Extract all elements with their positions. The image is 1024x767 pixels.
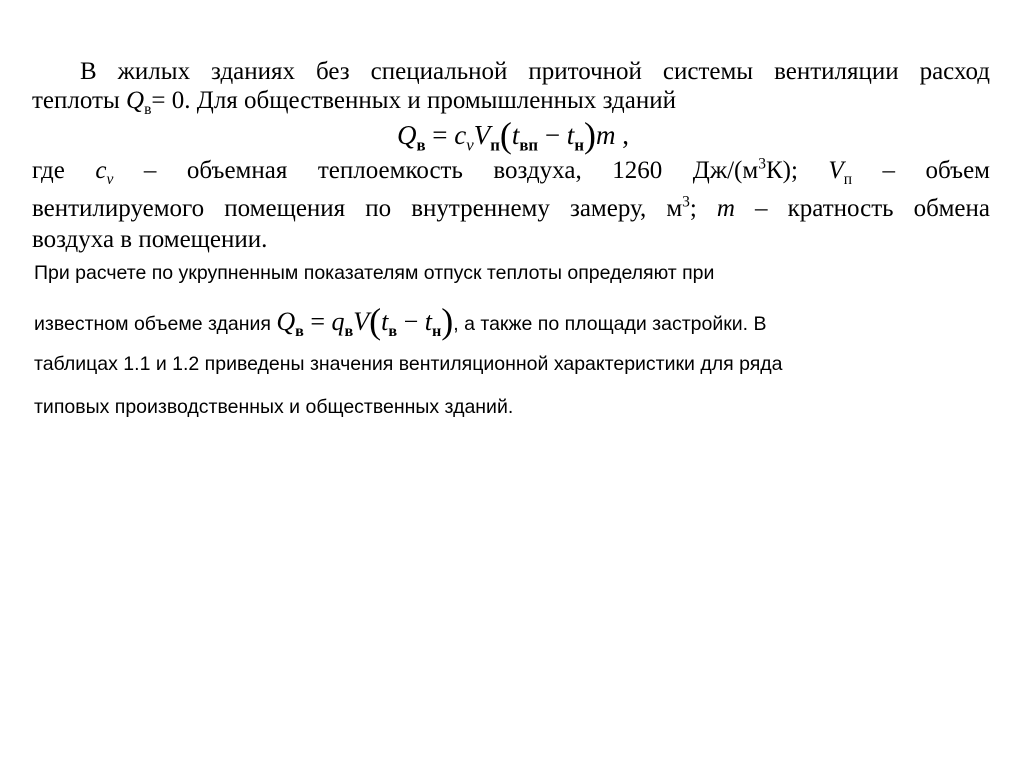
text: теплоты: [32, 87, 127, 114]
symbol-V: V: [473, 120, 491, 150]
text: – объемная теплоемкость воздуха, 1260 Дж/(м: [143, 157, 759, 184]
equals: =: [303, 307, 332, 336]
subscript: v: [106, 171, 114, 188]
subscript: в: [144, 101, 152, 118]
symbol-t: t: [381, 307, 389, 336]
sans-line-1: [34, 262, 714, 285]
symbol-Q: Q: [276, 307, 296, 336]
symbol-c: c: [454, 120, 467, 150]
text: воздуха в помещении.: [32, 226, 268, 253]
superscript: 3: [758, 155, 766, 173]
subscript: v: [466, 135, 474, 155]
paragraph-line-4: [32, 195, 990, 223]
text: вентилируемого помещения по внутреннему замеру, м: [32, 195, 683, 222]
comma: ,: [615, 120, 629, 150]
paragraph-line-2: [32, 87, 676, 118]
sans-line-3: [34, 353, 783, 376]
text: таблицах 1.1 и 1.2 приведены значения вентиляционной характеристики для ряда: [34, 353, 783, 375]
paragraph-line-1: [80, 58, 990, 86]
formula-ventilation-heat: [397, 114, 629, 156]
formula-building-heat: [276, 301, 454, 341]
subscript: в: [295, 323, 304, 341]
subscript: п: [490, 135, 500, 155]
equals: =: [425, 120, 455, 150]
text: известном объеме здания: [34, 313, 277, 335]
sans-line-2: [34, 300, 767, 342]
subscript: вп: [519, 135, 539, 155]
sans-line-4: [34, 396, 513, 419]
text: , а также по площади застройки. В: [453, 313, 767, 335]
superscript: 3: [682, 193, 690, 211]
paragraph-line-5: [32, 226, 267, 254]
text: типовых производственных и общественных зданий.: [34, 396, 514, 418]
subscript: п: [843, 171, 852, 188]
paragraph-line-3: [32, 155, 991, 188]
symbol-q: q: [331, 307, 345, 336]
paren-open: (: [369, 301, 382, 341]
symbol-m: m: [716, 195, 735, 222]
subscript: в: [344, 323, 354, 341]
text: В жилых зданиях без специальной приточной системы вентиляции расход: [80, 58, 990, 85]
text: К);: [765, 157, 798, 184]
paren-close: ): [583, 115, 596, 155]
minus: −: [538, 120, 567, 150]
paren-close: ): [441, 301, 454, 341]
subscript: н: [574, 135, 584, 155]
symbol-V: V: [828, 157, 844, 184]
symbol-Vp: [828, 157, 852, 188]
text: При расчете по укрупненным показателям отпуск теплоты определяют при: [34, 262, 715, 284]
symbol-cv: [95, 157, 114, 188]
symbol-Q: Q: [397, 120, 417, 150]
symbol-c: c: [95, 157, 107, 184]
paren-open: (: [499, 115, 512, 155]
symbol-V: V: [353, 307, 370, 336]
subscript: н: [431, 323, 442, 341]
text: где: [32, 157, 65, 184]
text: – объем: [882, 157, 991, 184]
symbol-t: t: [511, 120, 520, 150]
text: ;: [689, 195, 717, 222]
text: – кратность обмена: [734, 195, 990, 222]
symbol-t: t: [566, 120, 575, 150]
symbol-t: t: [424, 307, 432, 336]
text: = 0. Для общественных и промышленных зданий: [151, 87, 676, 114]
subscript: в: [416, 135, 426, 155]
subscript: в: [388, 323, 398, 341]
minus: −: [397, 307, 425, 336]
symbol-m: m: [595, 120, 616, 150]
symbol-Q: Q: [126, 87, 145, 114]
